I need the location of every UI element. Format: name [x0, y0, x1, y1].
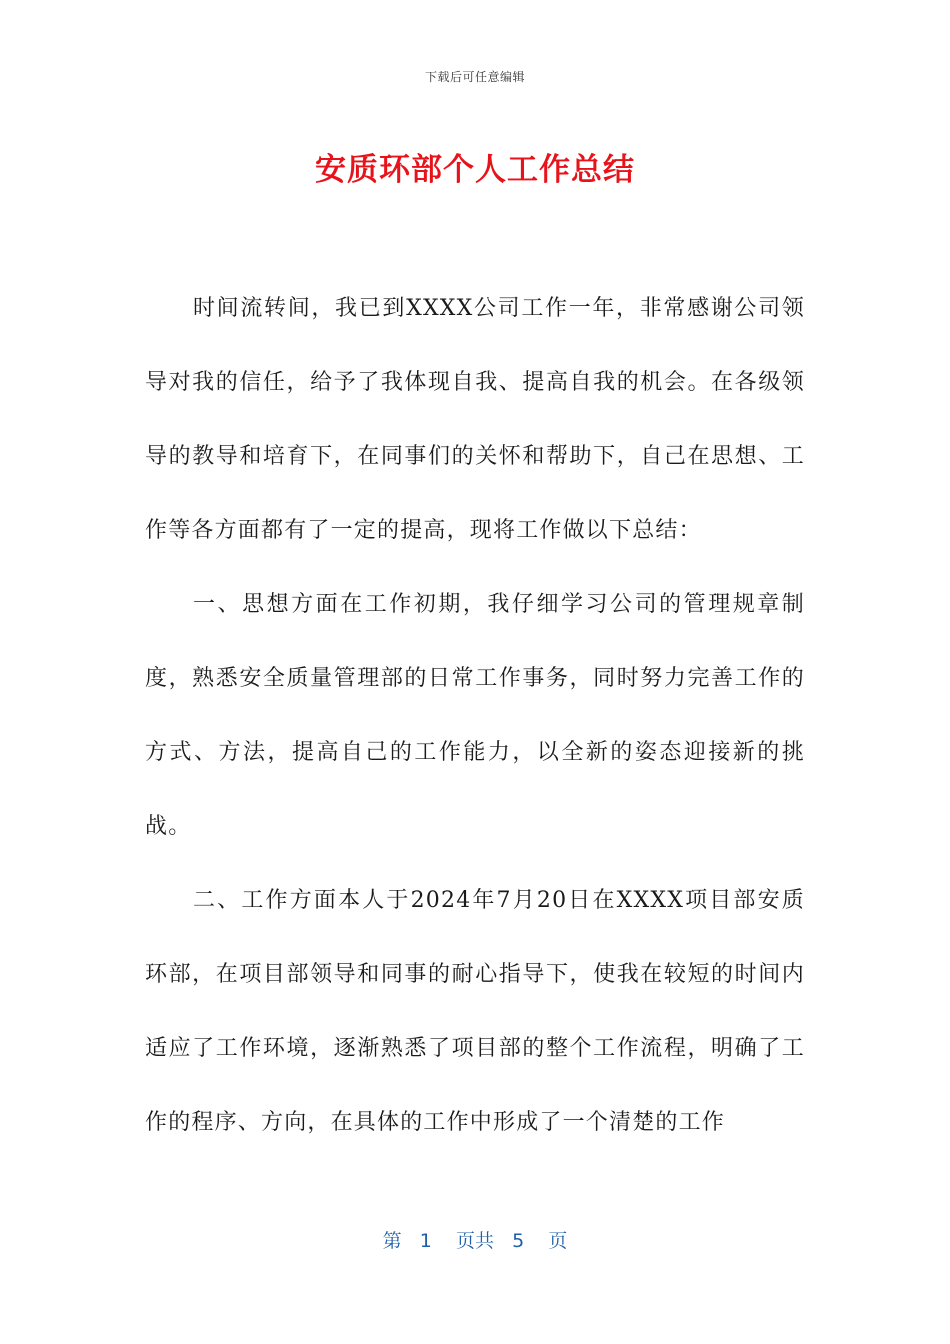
- footer-middle: 页共: [455, 1230, 494, 1252]
- footer-suffix: 页: [548, 1230, 568, 1252]
- header-note: 下载后可任意编辑: [424, 70, 525, 84]
- footer-prefix: 第: [382, 1230, 402, 1252]
- document-title: 安质环部个人工作总结: [315, 152, 635, 188]
- paragraph-intro: 时间流转间，我已到XXXX公司工作一年，非常感谢公司领导对我的信任，给予了我体现自我、提高自我的机会。在各级领导的教导和培育下，在同事们的关怀和帮助下，自己在思想、工作等各方面都有了一定的提高，现将工作做以下总结：: [145, 296, 805, 543]
- document-body: [145, 272, 805, 1160]
- paragraph-work: 二、工作方面本人于2024年7月20日在XXXX项目部安质环部，在项目部领导和同事的耐心指导下，使我在较短的时间内适应了工作环境，逐渐熟悉了项目部的整个工作流程，明确了工作的程序、方向，在具体的工作中形成了一个清楚的工作: [145, 888, 805, 1135]
- total-pages-number: 5: [512, 1230, 525, 1252]
- paragraph-thought: 一、思想方面在工作初期，我仔细学习公司的管理规章制度，熟悉安全质量管理部的日常工作事务，同时努力完善工作的方式、方法，提高自己的工作能力，以全新的姿态迎接新的挑战。: [145, 592, 805, 839]
- page-number-footer: [0, 1226, 950, 1253]
- current-page-number: 1: [419, 1230, 432, 1252]
